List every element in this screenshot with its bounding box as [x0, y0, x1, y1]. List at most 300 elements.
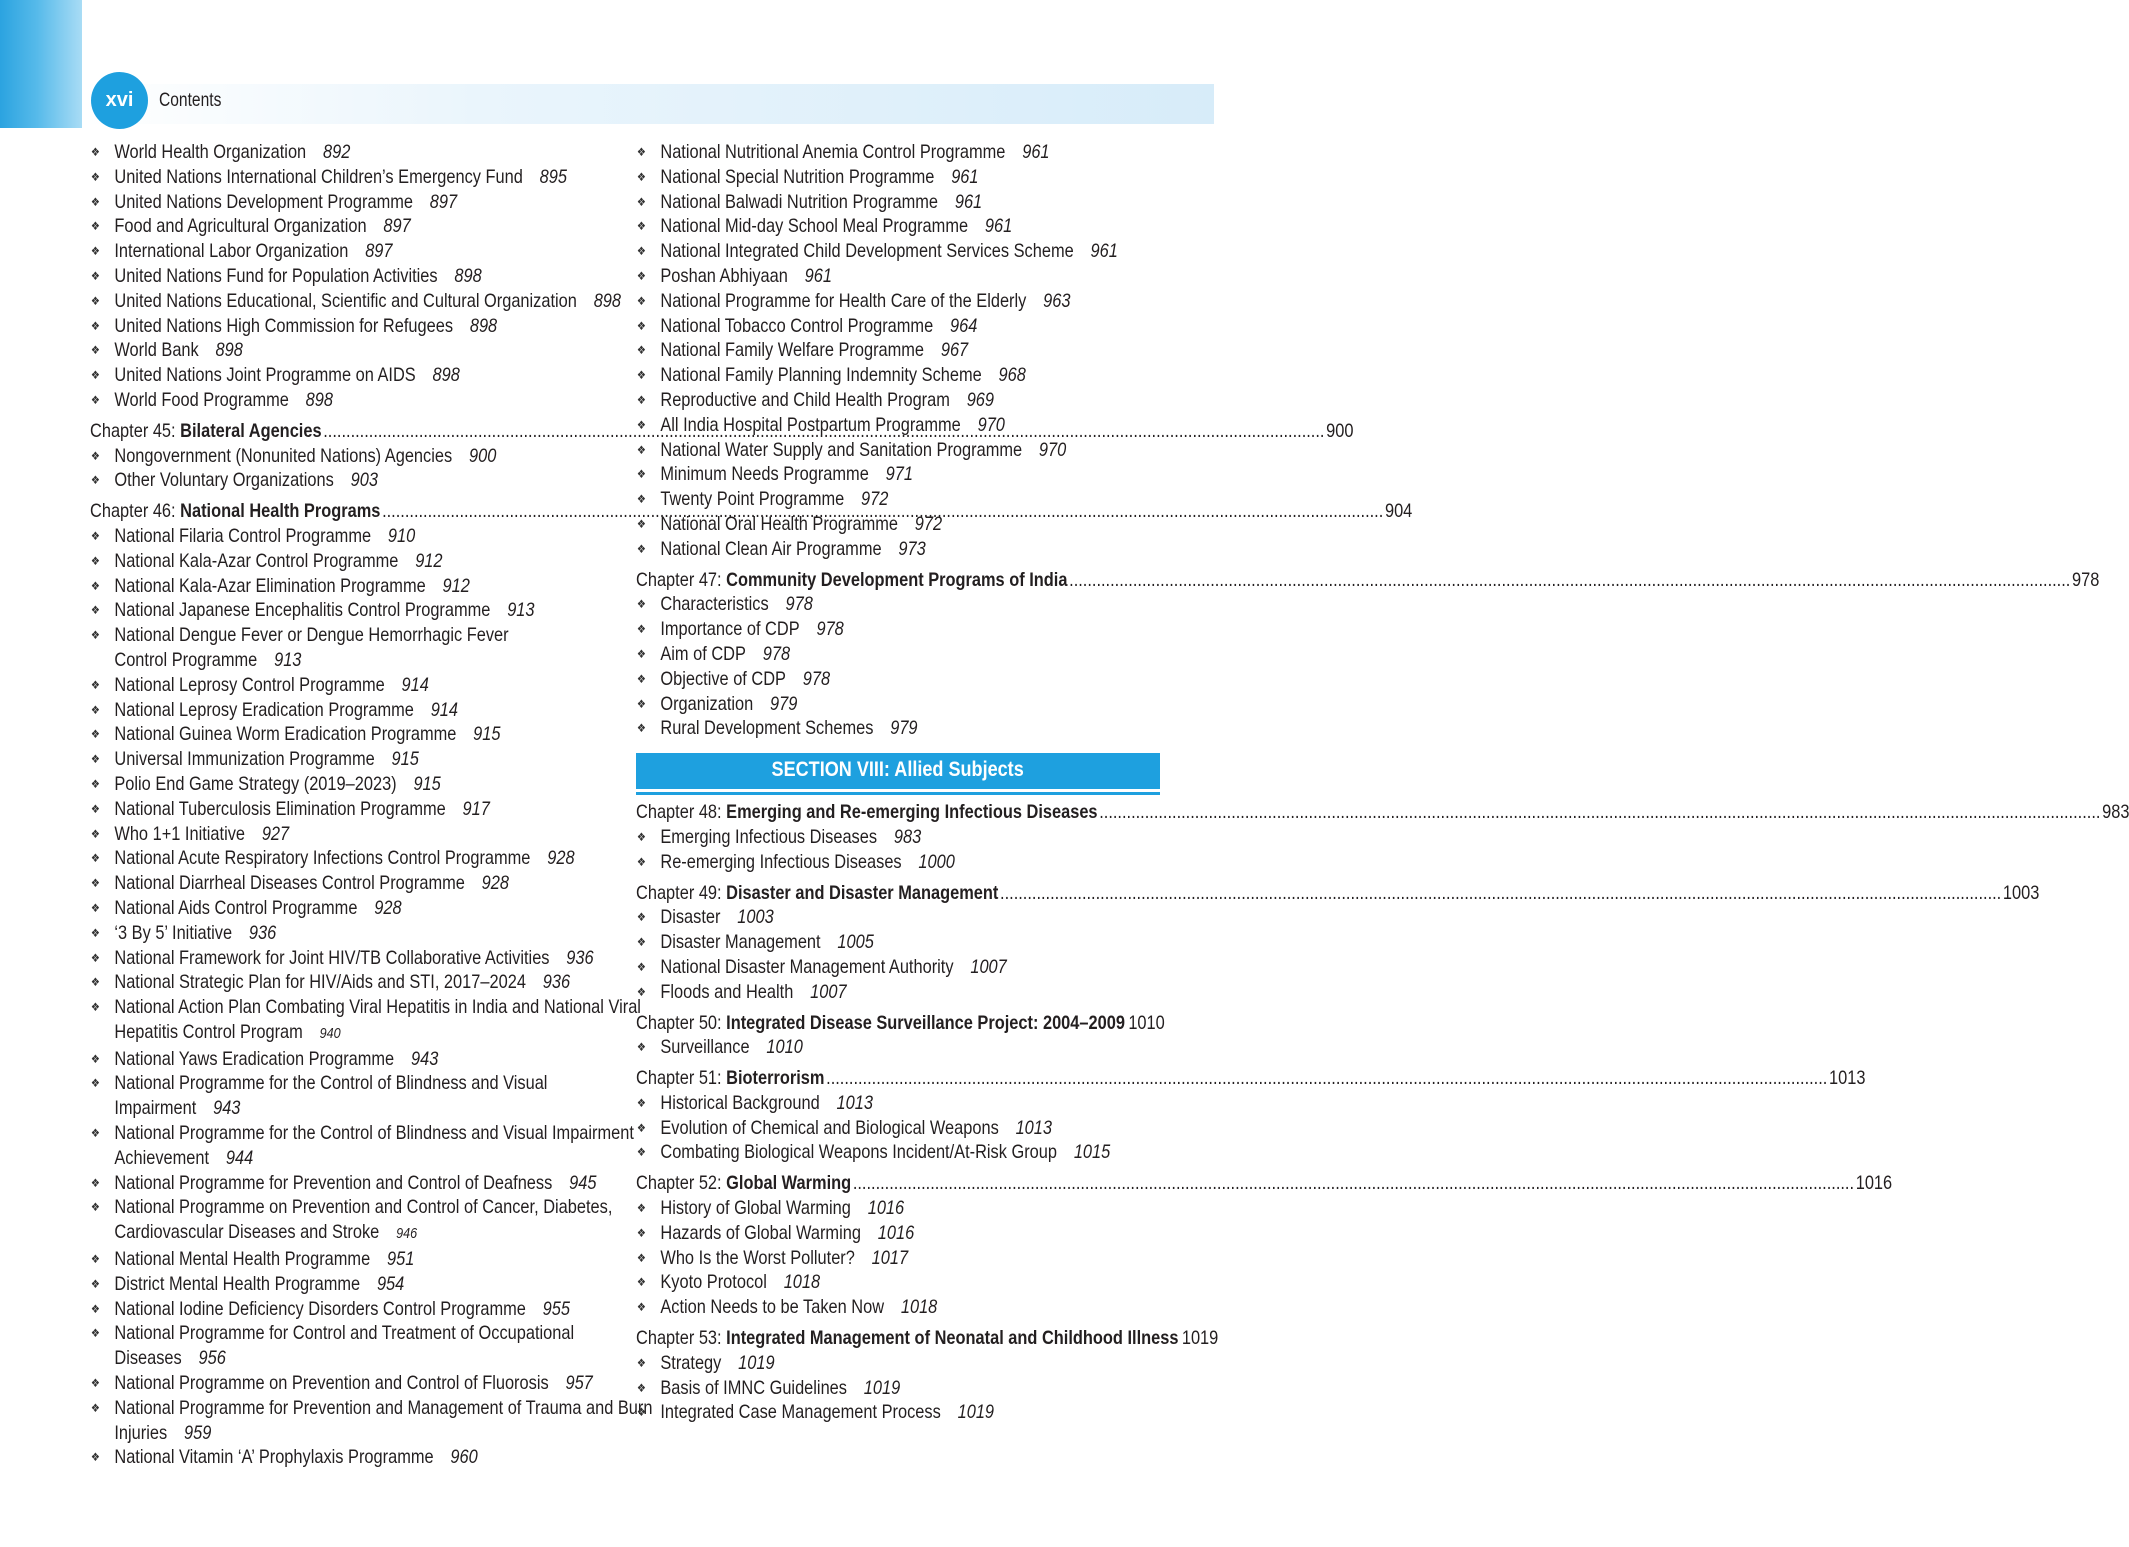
entry-page: 1016 [867, 1197, 905, 1220]
toc-entry [636, 692, 1184, 717]
entry-title: National Integrated Child Development Services Scheme [660, 240, 1074, 263]
entry-page: 912 [415, 549, 443, 572]
toc-entry [90, 1071, 639, 1096]
chapter-number: Chapter 48: [636, 801, 727, 824]
entry-page: 928 [547, 847, 575, 870]
entry-page: 1013 [836, 1091, 873, 1114]
entry-page: 969 [966, 388, 995, 411]
entry-title: National Clean Air Programme [660, 537, 882, 560]
entry-page: 898 [215, 339, 243, 362]
toc-entry-continuation [90, 1096, 639, 1121]
entry-page: 971 [885, 463, 913, 486]
entry-page: 956 [198, 1347, 226, 1370]
toc-entry-continuation [90, 1421, 639, 1446]
toc-entry [90, 673, 639, 698]
toc-entry [636, 850, 1184, 875]
toc-entry [90, 1195, 639, 1220]
toc-entry [636, 1221, 1184, 1246]
entry-page: 915 [473, 723, 501, 746]
dot-leader [1099, 800, 2100, 825]
entry-title: National Filaria Control Programme [114, 524, 372, 547]
entry-title: Combating Biological Weapons Incident/At-Risk Group [660, 1141, 1058, 1164]
chapter-heading [636, 1011, 1165, 1036]
toc-entry [636, 289, 1184, 314]
entry-title: National Special Nutrition Programme [660, 165, 935, 188]
toc-entry [636, 1376, 1184, 1401]
toc-entry [90, 772, 639, 797]
toc-entry-continuation [90, 1146, 639, 1171]
entry-title: Surveillance [660, 1036, 750, 1059]
toc-entry [636, 1270, 1184, 1295]
toc-entry [636, 1116, 1184, 1141]
entry-title: Action Needs to be Taken Now [660, 1296, 885, 1319]
toc-entry [636, 190, 1184, 215]
toc-entry [636, 537, 1184, 562]
entry-title: National Iodine Deficiency Disorders Control Programme [114, 1297, 526, 1320]
chapter-page: 978 [2072, 568, 2100, 591]
toc-entry [90, 549, 639, 574]
entry-title: National Leprosy Control Programme [114, 673, 385, 696]
entry-title: National Programme for Control and Treatment of Occupational [114, 1322, 575, 1345]
dot-leader [826, 1066, 1827, 1091]
chapter-page: 983 [2102, 801, 2129, 824]
entry-page: 1013 [1015, 1116, 1053, 1139]
entry-title: World Health Organization [114, 141, 307, 163]
entry-page: 943 [213, 1097, 241, 1120]
toc-entry [636, 314, 1184, 339]
entry-title: International Labor Organization [114, 240, 349, 263]
toc-entry [636, 1196, 1184, 1221]
corner-decoration [0, 0, 82, 128]
entry-title: Objective of CDP [660, 667, 786, 690]
toc-entry [636, 1400, 1184, 1425]
entry-page: 915 [391, 748, 419, 771]
entry-page: 897 [383, 215, 411, 238]
entry-page: 1005 [837, 931, 874, 954]
section-title: SECTION VIII: Allied Subjects [771, 758, 1025, 782]
toc-entry [90, 846, 639, 871]
chapter-heading [636, 1171, 1893, 1196]
entry-title: Food and Agricultural Organization [114, 215, 367, 238]
toc-entry [90, 822, 639, 847]
entry-title: United Nations Development Programme [114, 190, 413, 213]
chapter-name: Emerging and Re-emerging Infectious Diseases [726, 801, 1098, 824]
entry-title-cont: Cardiovascular Diseases and Stroke [114, 1221, 380, 1244]
toc-entry [636, 980, 1184, 1005]
toc-entry [90, 970, 639, 995]
entry-title: Kyoto Protocol [660, 1271, 767, 1294]
dot-leader [853, 1171, 1854, 1196]
toc-entry [90, 468, 639, 493]
toc-entry [90, 524, 639, 549]
entry-title: National Strategic Plan for HIV/Aids and STI, 2017–2024 [114, 971, 526, 994]
toc-entry [636, 165, 1184, 190]
entry-page: 1018 [783, 1271, 821, 1294]
entry-title: Integrated Case Management Process [660, 1401, 941, 1424]
toc-entry [90, 444, 639, 469]
entry-title: Historical Background [660, 1091, 820, 1114]
entry-page: 961 [954, 190, 983, 213]
entry-page: 946 [396, 1225, 418, 1243]
entry-page: 895 [539, 165, 568, 188]
entry-title: United Nations Educational, Scientific and Cultural Organization [114, 289, 577, 312]
entry-page: 897 [429, 190, 458, 213]
entry-page: 967 [940, 339, 969, 362]
chapter-page: 1003 [2002, 881, 2040, 904]
entry-title: National Mental Health Programme [114, 1248, 371, 1271]
toc-entry [90, 1321, 639, 1346]
toc-entry [636, 1295, 1184, 1320]
entry-page: 936 [248, 921, 277, 944]
entry-page: 898 [593, 289, 622, 312]
entry-page: 928 [481, 872, 510, 895]
entry-title: World Bank [114, 339, 199, 362]
entry-page: 940 [319, 1024, 341, 1042]
entry-page: 1019 [863, 1376, 901, 1399]
toc-entry [90, 896, 639, 921]
dot-leader [1000, 881, 2001, 906]
entry-page: 903 [350, 469, 378, 492]
entry-title: National Programme for the Control of Blindness and Visual Impairment [114, 1122, 634, 1145]
chapter-name: Bilateral Agencies [180, 419, 322, 442]
entry-page: 892 [322, 141, 351, 163]
entry-title: ‘3 By 5’ Initiative [114, 921, 233, 944]
entry-title: National Aids Control Programme [114, 896, 358, 919]
chapter-number: Chapter 46: [90, 500, 181, 523]
entry-title: Who 1+1 Initiative [114, 822, 246, 845]
entry-page: 968 [998, 364, 1026, 387]
entry-page: 1019 [957, 1401, 995, 1424]
entry-page: 912 [442, 574, 470, 597]
toc-entry [90, 1396, 653, 1421]
toc-entry-continuation [90, 1220, 639, 1247]
toc-entry [636, 1035, 1184, 1060]
entry-page: 960 [450, 1446, 478, 1469]
entry-title: District Mental Health Programme [114, 1272, 361, 1295]
entry-title: Other Voluntary Organizations [114, 469, 334, 492]
toc-entry [90, 190, 639, 215]
chapter-title [636, 881, 998, 906]
entry-page: 972 [914, 512, 943, 535]
chapter-name: Bioterrorism [726, 1067, 825, 1090]
toc-entry [90, 871, 639, 896]
entry-page: 978 [762, 642, 791, 665]
entry-title: Universal Immunization Programme [114, 748, 375, 771]
entry-title: Basis of IMNC Guidelines [660, 1376, 847, 1399]
entry-title: National Japanese Encephalitis Control Programme [114, 599, 491, 622]
toc-entry [636, 667, 1184, 692]
toc-entry [636, 264, 1184, 289]
entry-title: Reproductive and Child Health Program [660, 388, 950, 411]
entry-title: National Programme for Prevention and Management of Trauma and Burn [114, 1396, 653, 1419]
chapter-title [636, 800, 1098, 825]
toc-entry [636, 438, 1184, 463]
chapter-page: 1019 [1181, 1327, 1219, 1350]
entry-page: 897 [365, 240, 393, 263]
toc-entry [90, 314, 639, 339]
entry-page: 1003 [737, 906, 774, 929]
entry-title: National Water Supply and Sanitation Programme [660, 438, 1023, 461]
entry-page: 954 [376, 1272, 405, 1295]
entry-page: 1016 [877, 1221, 915, 1244]
entry-page: 936 [542, 971, 571, 994]
entry-title: National Leprosy Eradication Programme [114, 698, 414, 721]
entry-title: National Tobacco Control Programme [660, 314, 934, 337]
chapter-heading [636, 800, 2129, 825]
toc-entry [636, 930, 1184, 955]
entry-page: 927 [261, 822, 290, 845]
chapter-number: Chapter 53: [636, 1327, 727, 1350]
toc-entry [636, 512, 1184, 537]
chapter-name: Community Development Programs of India [726, 568, 1068, 591]
chapter-heading [636, 1066, 1866, 1091]
entry-title: World Food Programme [114, 388, 289, 411]
toc-entry-continuation [90, 648, 639, 673]
chapter-title [90, 499, 380, 524]
entry-page: 951 [386, 1248, 415, 1271]
toc-entry [90, 1047, 639, 1072]
entry-page: 900 [468, 444, 497, 467]
entry-title: National Yaws Eradication Programme [114, 1047, 395, 1070]
toc-entry [90, 289, 639, 314]
entry-title: National Kala-Azar Control Programme [114, 549, 399, 572]
entry-title: Emerging Infectious Diseases [660, 825, 878, 848]
entry-page: 915 [413, 772, 441, 795]
entry-page: 970 [977, 413, 1005, 436]
toc-entry [636, 642, 1184, 667]
chapter-heading [636, 1326, 1219, 1351]
toc-entry [90, 1272, 639, 1297]
toc-entry [636, 214, 1184, 239]
toc-entry [636, 413, 1184, 438]
entry-page: 914 [401, 673, 429, 696]
entry-title: National Programme for Prevention and Control of Deafness [114, 1171, 553, 1194]
chapter-page: 1016 [1855, 1172, 1893, 1195]
chapter-title [636, 1326, 1178, 1351]
entry-title: National Action Plan Combating Viral Hepatitis in India and National Viral [114, 996, 641, 1019]
toc-entry [90, 747, 639, 772]
toc-entry [90, 797, 639, 822]
entry-page: 979 [890, 717, 918, 740]
toc-entry [636, 363, 1184, 388]
entry-page: 979 [770, 692, 798, 715]
toc-entry [90, 1371, 639, 1396]
entry-title: Twenty Point Programme [660, 488, 845, 511]
entry-page: 944 [225, 1146, 254, 1169]
entry-page: 1015 [1073, 1141, 1111, 1164]
toc-entry [636, 487, 1184, 512]
entry-title: United Nations Joint Programme on AIDS [114, 364, 416, 387]
entry-title: Polio End Game Strategy (2019–2023) [114, 772, 397, 795]
entry-title: Rural Development Schemes [660, 717, 874, 740]
toc-entry [636, 1140, 1184, 1165]
toc-entry-continuation [90, 1346, 639, 1371]
entry-page: 961 [951, 165, 979, 188]
entry-page: 972 [861, 488, 889, 511]
chapter-number: Chapter 47: [636, 568, 727, 591]
entry-page: 961 [984, 215, 1013, 238]
entry-title: Floods and Health [660, 980, 794, 1003]
entry-page: 964 [949, 314, 978, 337]
entry-page: 978 [785, 593, 813, 616]
dot-leader [1069, 568, 2070, 593]
toc-entry [90, 214, 639, 239]
entry-title: Disaster Management [660, 931, 821, 954]
entry-page: 936 [566, 946, 594, 969]
entry-title: Importance of CDP [660, 618, 800, 641]
toc-entry [90, 574, 639, 599]
chapter-heading [636, 568, 2100, 593]
entry-page: 945 [569, 1171, 597, 1194]
entry-page: 910 [387, 524, 416, 547]
entry-page: 914 [430, 698, 459, 721]
entry-page: 913 [507, 599, 535, 622]
toc-entry [90, 1247, 639, 1272]
entry-page: 983 [893, 825, 922, 848]
chapter-name: Global Warming [726, 1172, 852, 1195]
toc-entry [636, 617, 1184, 642]
entry-title: National Framework for Joint HIV/TB Collaborative Activities [114, 946, 550, 969]
toc-entry [636, 239, 1184, 264]
entry-page: 955 [542, 1297, 570, 1320]
entry-title: History of Global Warming [660, 1197, 851, 1220]
entry-title: United Nations Fund for Population Activities [114, 264, 438, 287]
chapter-title [636, 568, 1067, 593]
toc-entry [90, 1121, 639, 1146]
toc-entry [636, 716, 1184, 741]
entry-title-cont: Hepatitis Control Program [114, 1020, 303, 1043]
chapter-number: Chapter 49: [636, 881, 727, 904]
entry-title: National Nutritional Anemia Control Programme [660, 141, 1006, 163]
section-banner [636, 753, 1160, 792]
entry-page: 928 [374, 896, 402, 919]
toc-entry [90, 338, 639, 363]
entry-page: 961 [1022, 141, 1050, 163]
entry-page: 961 [804, 264, 833, 287]
chapter-name: Integrated Management of Neonatal and Childhood Illness [726, 1327, 1179, 1350]
page-number: xvi [91, 72, 148, 129]
entry-page: 898 [432, 364, 460, 387]
toc-entry [636, 140, 1184, 165]
entry-title: National Acute Respiratory Infections Control Programme [114, 847, 531, 870]
entry-page: 1007 [970, 955, 1007, 978]
entry-title: Evolution of Chemical and Biological Weapons [660, 1116, 999, 1139]
toc-entry [90, 598, 639, 623]
entry-title: National Programme for the Control of Blindness and Visual [114, 1072, 548, 1095]
toc-entry [90, 623, 639, 648]
entry-page: 961 [1090, 240, 1118, 263]
entry-page: 978 [802, 667, 831, 690]
entry-title: Re-emerging Infectious Diseases [660, 850, 902, 873]
entry-title: Strategy [660, 1351, 722, 1374]
entry-title-cont: Diseases [114, 1347, 182, 1370]
toc-entry [90, 921, 639, 946]
chapter-number: Chapter 45: [90, 419, 181, 442]
entry-page: 898 [305, 388, 333, 411]
entry-page: 1010 [766, 1036, 803, 1059]
chapter-title [636, 1066, 824, 1091]
entry-title: National Dengue Fever or Dengue Hemorrhagic Fever [114, 624, 509, 647]
toc-entry [90, 698, 639, 723]
toc-entry [636, 462, 1184, 487]
entry-title: National Programme for Health Care of the Elderly [660, 289, 1027, 312]
entry-page: 959 [183, 1421, 212, 1444]
toc-entry [636, 1246, 1184, 1271]
toc-entry [90, 946, 639, 971]
toc-entry [636, 592, 1184, 617]
toc-entry [636, 1091, 1184, 1116]
entry-page: 970 [1038, 438, 1067, 461]
entry-page: 1017 [871, 1246, 909, 1269]
toc-entry [90, 388, 639, 413]
toc-entry-continuation [90, 1020, 639, 1047]
chapter-title [636, 1171, 851, 1196]
entry-title: National Mid-day School Meal Programme [660, 215, 969, 238]
entry-title: Poshan Abhiyaan [660, 264, 788, 287]
entry-title-cont: Impairment [114, 1097, 197, 1120]
entry-title: Aim of CDP [660, 642, 746, 665]
entry-title: National Tuberculosis Elimination Programme [114, 797, 446, 820]
chapter-page: 1010 [1128, 1011, 1165, 1034]
entry-page: 1007 [810, 980, 847, 1003]
chapter-heading [636, 881, 2040, 906]
entry-title: National Diarrheal Diseases Control Programme [114, 872, 465, 895]
toc-entry [90, 1171, 639, 1196]
entry-page: 1019 [738, 1351, 775, 1374]
chapter-title [90, 419, 322, 444]
chapter-name: Disaster and Disaster Management [726, 881, 999, 904]
toc-entry [90, 363, 639, 388]
entry-page: 963 [1043, 289, 1071, 312]
toc-entry [90, 1297, 639, 1322]
entry-title: National Balwadi Nutrition Programme [660, 190, 939, 213]
toc-entry [636, 825, 1184, 850]
chapter-name: National Health Programs [180, 500, 381, 523]
entry-page: 898 [469, 314, 498, 337]
entry-title: National Programme on Prevention and Control of Cancer, Diabetes, [114, 1196, 613, 1219]
toc-entry [636, 955, 1184, 980]
entry-title: National Programme on Prevention and Control of Fluorosis [114, 1372, 549, 1395]
entry-title: National Family Welfare Programme [660, 339, 925, 362]
toc-entry [90, 264, 639, 289]
toc-entry [90, 722, 639, 747]
chapter-page: 904 [1384, 500, 1413, 523]
entry-title: Who Is the Worst Polluter? [660, 1246, 855, 1269]
toc-entry [636, 905, 1184, 930]
entry-page: 917 [462, 797, 490, 820]
entry-title: United Nations International Children’s Emergency Fund [114, 165, 523, 188]
entry-title: National Guinea Worm Eradication Programme [114, 723, 457, 746]
entry-title: Minimum Needs Programme [660, 463, 869, 486]
toc-entry [636, 388, 1184, 413]
entry-title: Organization [660, 692, 754, 715]
toc-entry [90, 140, 639, 165]
entry-page: 913 [274, 648, 302, 671]
entry-title: Characteristics [660, 593, 769, 616]
entry-title: All India Hospital Postpartum Programme [660, 413, 961, 436]
entry-title: National Kala-Azar Elimination Programme [114, 574, 426, 597]
entry-title: National Family Planning Indemnity Scheme [660, 364, 982, 387]
toc-entry [90, 995, 639, 1020]
entry-page: 943 [410, 1047, 439, 1070]
entry-title: National Oral Health Programme [660, 512, 898, 535]
header-band [82, 84, 1214, 124]
entry-page: 957 [565, 1372, 593, 1395]
toc-entry [636, 338, 1184, 363]
entry-page: 978 [816, 618, 844, 641]
chapter-number: Chapter 50: [636, 1011, 727, 1034]
toc-entry [90, 1445, 639, 1470]
